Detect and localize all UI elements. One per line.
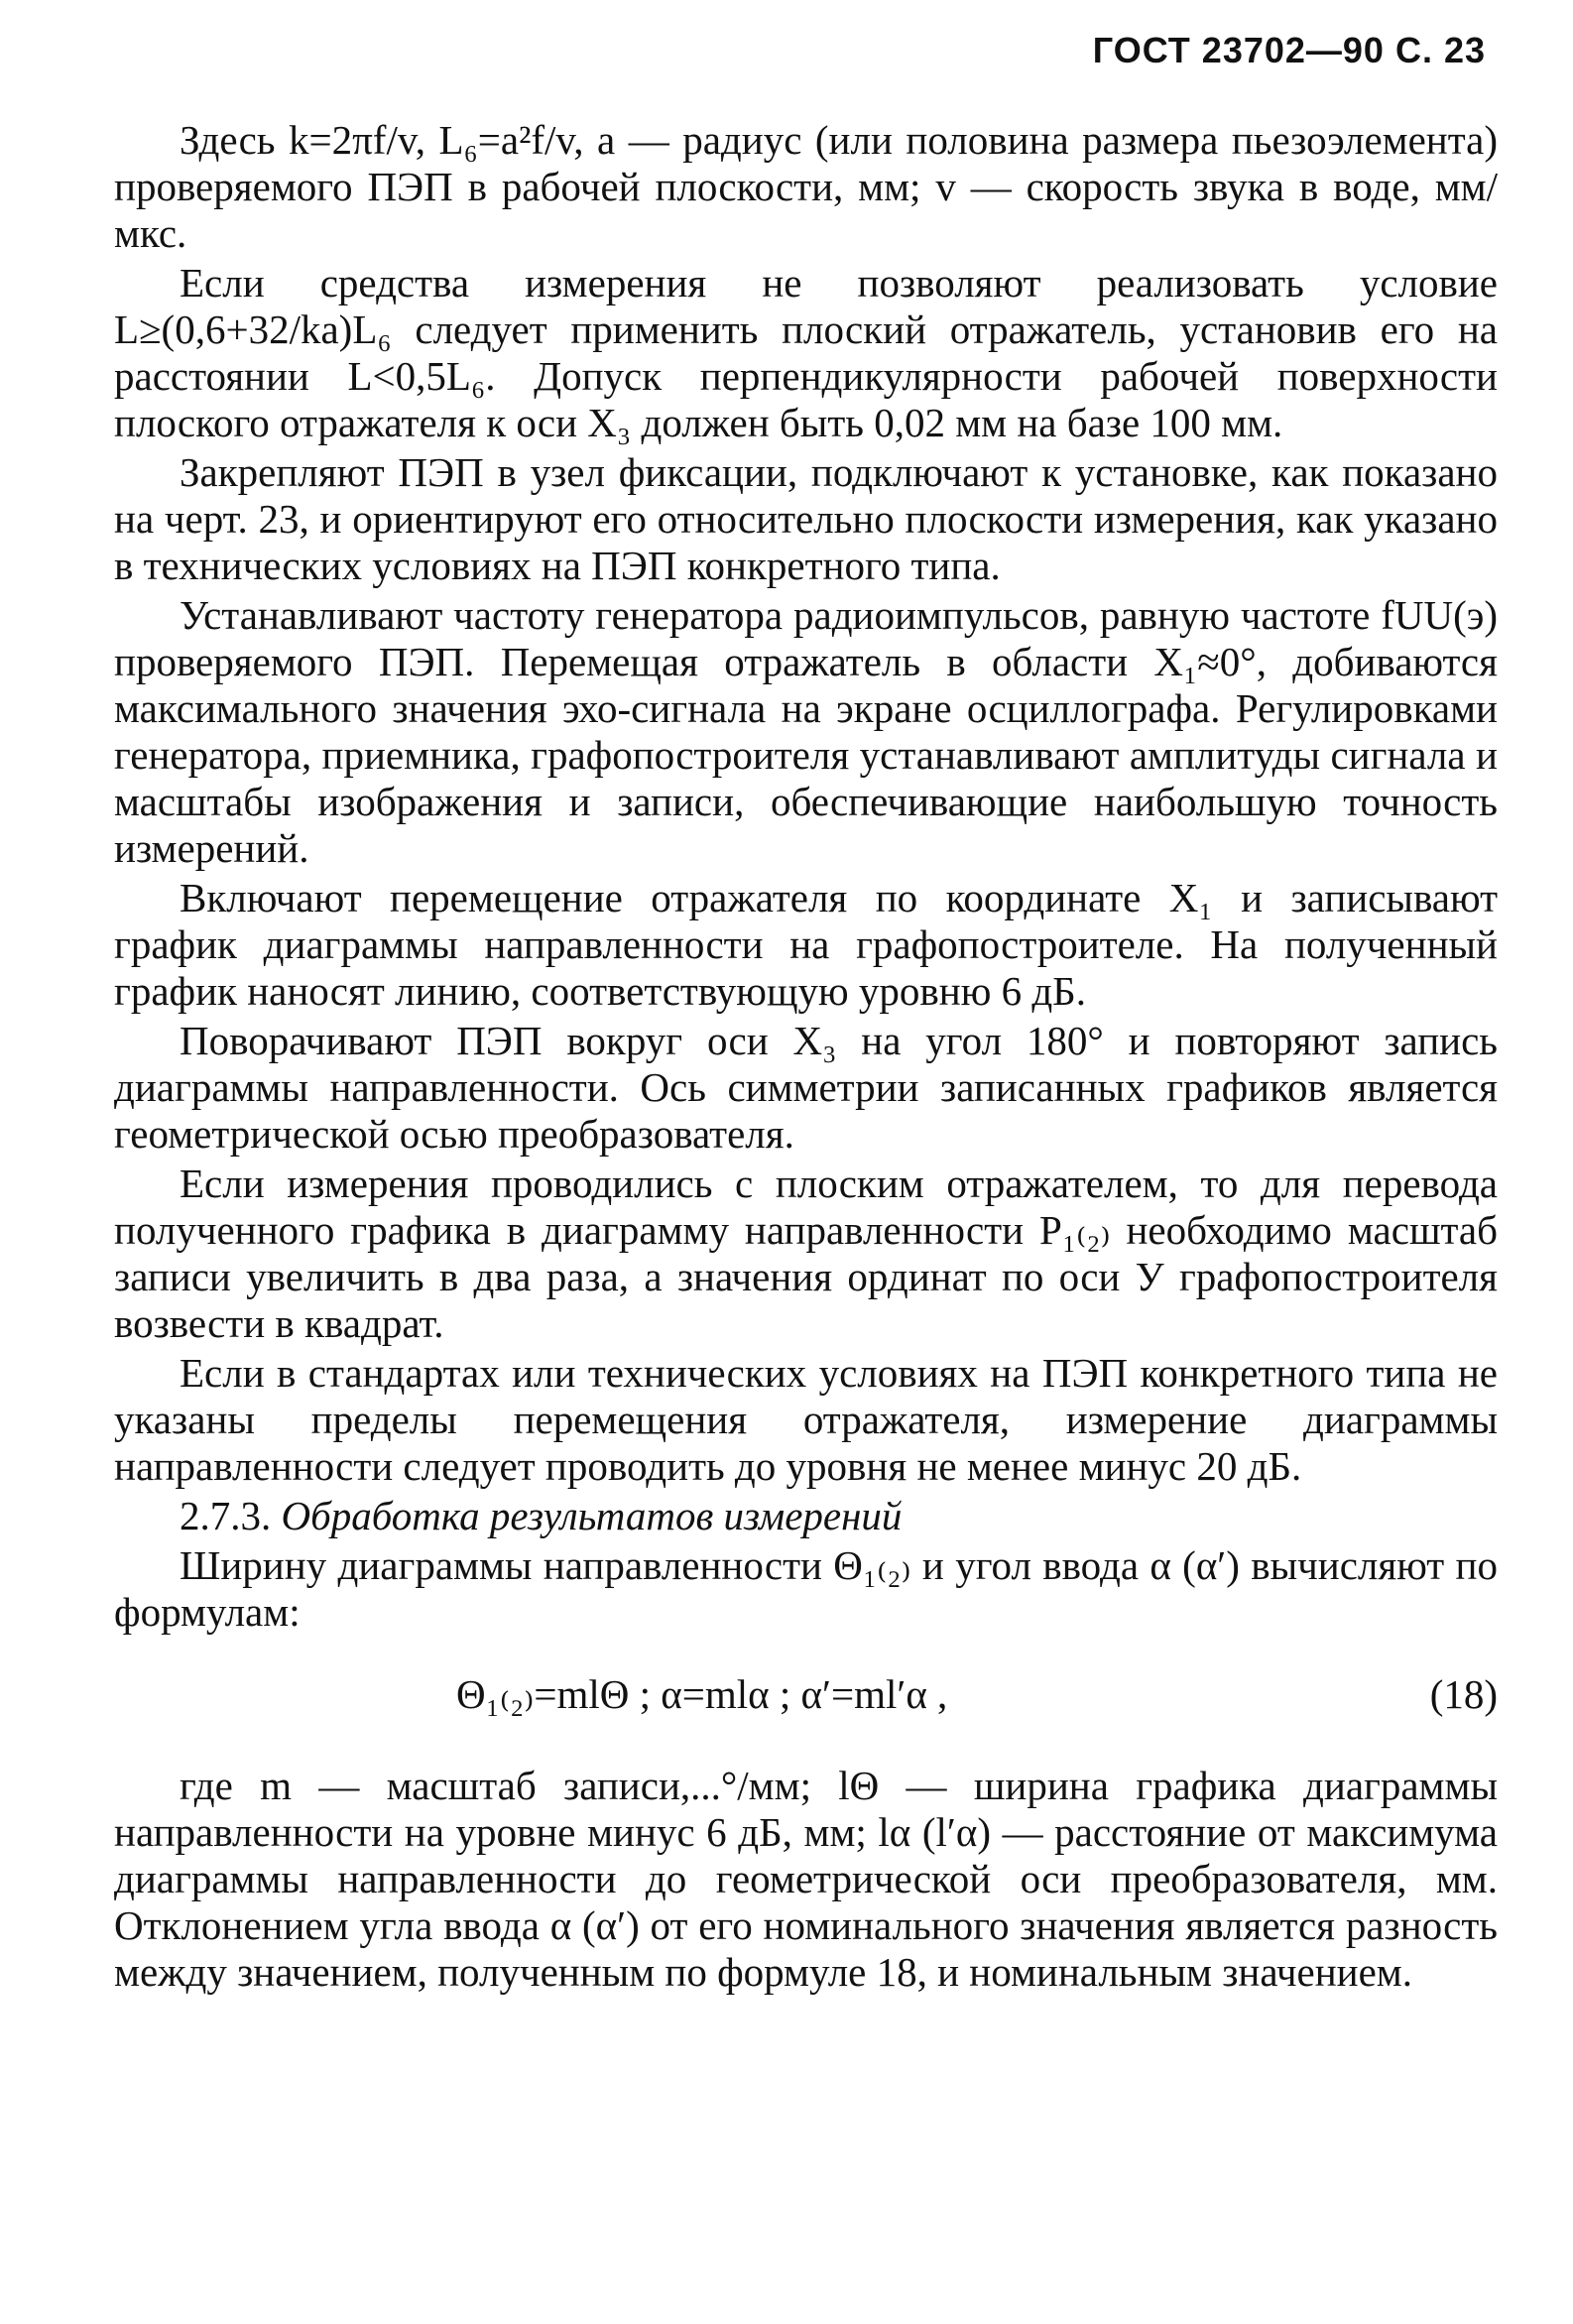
paragraph: Поворачивают ПЭП вокруг оси X₃ на угол 180° и повторяют запись диаграммы направленности. Ось симметрии записанных графиков является геометрической осью преобразователя. xyxy=(114,1018,1498,1157)
section-number: 2.7.3. xyxy=(180,1493,272,1538)
paragraph: Если средства измерения не позволяют реализовать условие L≥(0,6+32/ka)L₆ следует применить плоский отражатель, установив его на расстоянии L<0,5L₆. Допуск перпендикулярности рабочей поверхности плоского отражателя к оси X₃ должен быть 0,02 мм на базе 100 мм. xyxy=(114,260,1498,445)
paragraph: Если в стандартах или технических условиях на ПЭП конкретного типа не указаны пределы перемещения отражателя, измерение диаграммы направленности следует проводить до уровня не менее минус 20 дБ. xyxy=(114,1350,1498,1489)
formula-number: (18) xyxy=(1429,1671,1498,1717)
section-heading xyxy=(114,1493,1498,1539)
formula-block xyxy=(114,1671,1498,1733)
formula-explanation: где m — масштаб записи,...°/мм; lΘ — ширина графика диаграммы направленности на уровне минус 6 дБ, мм; lα (l′α) — расстояние от максимума диаграммы направленности до геометрической оси преобразователя, мм. Отклонением угла ввода α (α′) от его номинального значения является разность между значением, полученным по формуле 18, и номинальным значением. xyxy=(114,1763,1498,1995)
paragraph: Устанавливают частоту генератора радиоимпульсов, равную частоте fUU(э) проверяемого ПЭП. Перемещая отражатель в области X₁≈0°, добиваются максимального значения эхо-сигнала на экране осциллографа. Регулировками генератора, приемника, графопостроителя устанавливают амплитуды сигнала и масштабы изображения и записи, обеспечивающие наибольшую точность измерений. xyxy=(114,592,1498,871)
paragraph: Если измерения проводились с плоским отражателем, то для перевода полученного графика в диаграмму направленности P₁₍₂₎ необходимо масштаб записи увеличить в два раза, а значения ординат по оси У графопостроителя возвести в квадрат. xyxy=(114,1161,1498,1346)
document-body xyxy=(114,117,1498,1999)
formula-expression: Θ₁₍₂₎=mlΘ ; α=mlα ; α′=ml′α , xyxy=(456,1671,948,1717)
paragraph: Здесь k=2πf/v, L₆=a²f/v, a — радиус (или половина размера пьезоэлемента) проверяемого ПЭП в рабочей плоскости, мм; v — скорость звука в воде, мм/мкс. xyxy=(114,117,1498,256)
section-title: Обработка результатов измерений xyxy=(281,1493,903,1538)
formula-intro: Ширину диаграммы направленности Θ₁₍₂₎ и угол ввода α (α′) вычисляют по формулам: xyxy=(114,1542,1498,1635)
paragraph: Включают перемещение отражателя по координате X₁ и записывают график диаграммы направленности на графопостроителе. На полученный график наносят линию, соответствующую уровню 6 дБ. xyxy=(114,875,1498,1014)
paragraph: Закрепляют ПЭП в узел фиксации, подключают к установке, как показано на черт. 23, и ориентируют его относительно плоскости измерения, как указано в технических условиях на ПЭП конкретного типа. xyxy=(114,449,1498,588)
page-header: ГОСТ 23702—90 С. 23 xyxy=(1092,30,1486,70)
